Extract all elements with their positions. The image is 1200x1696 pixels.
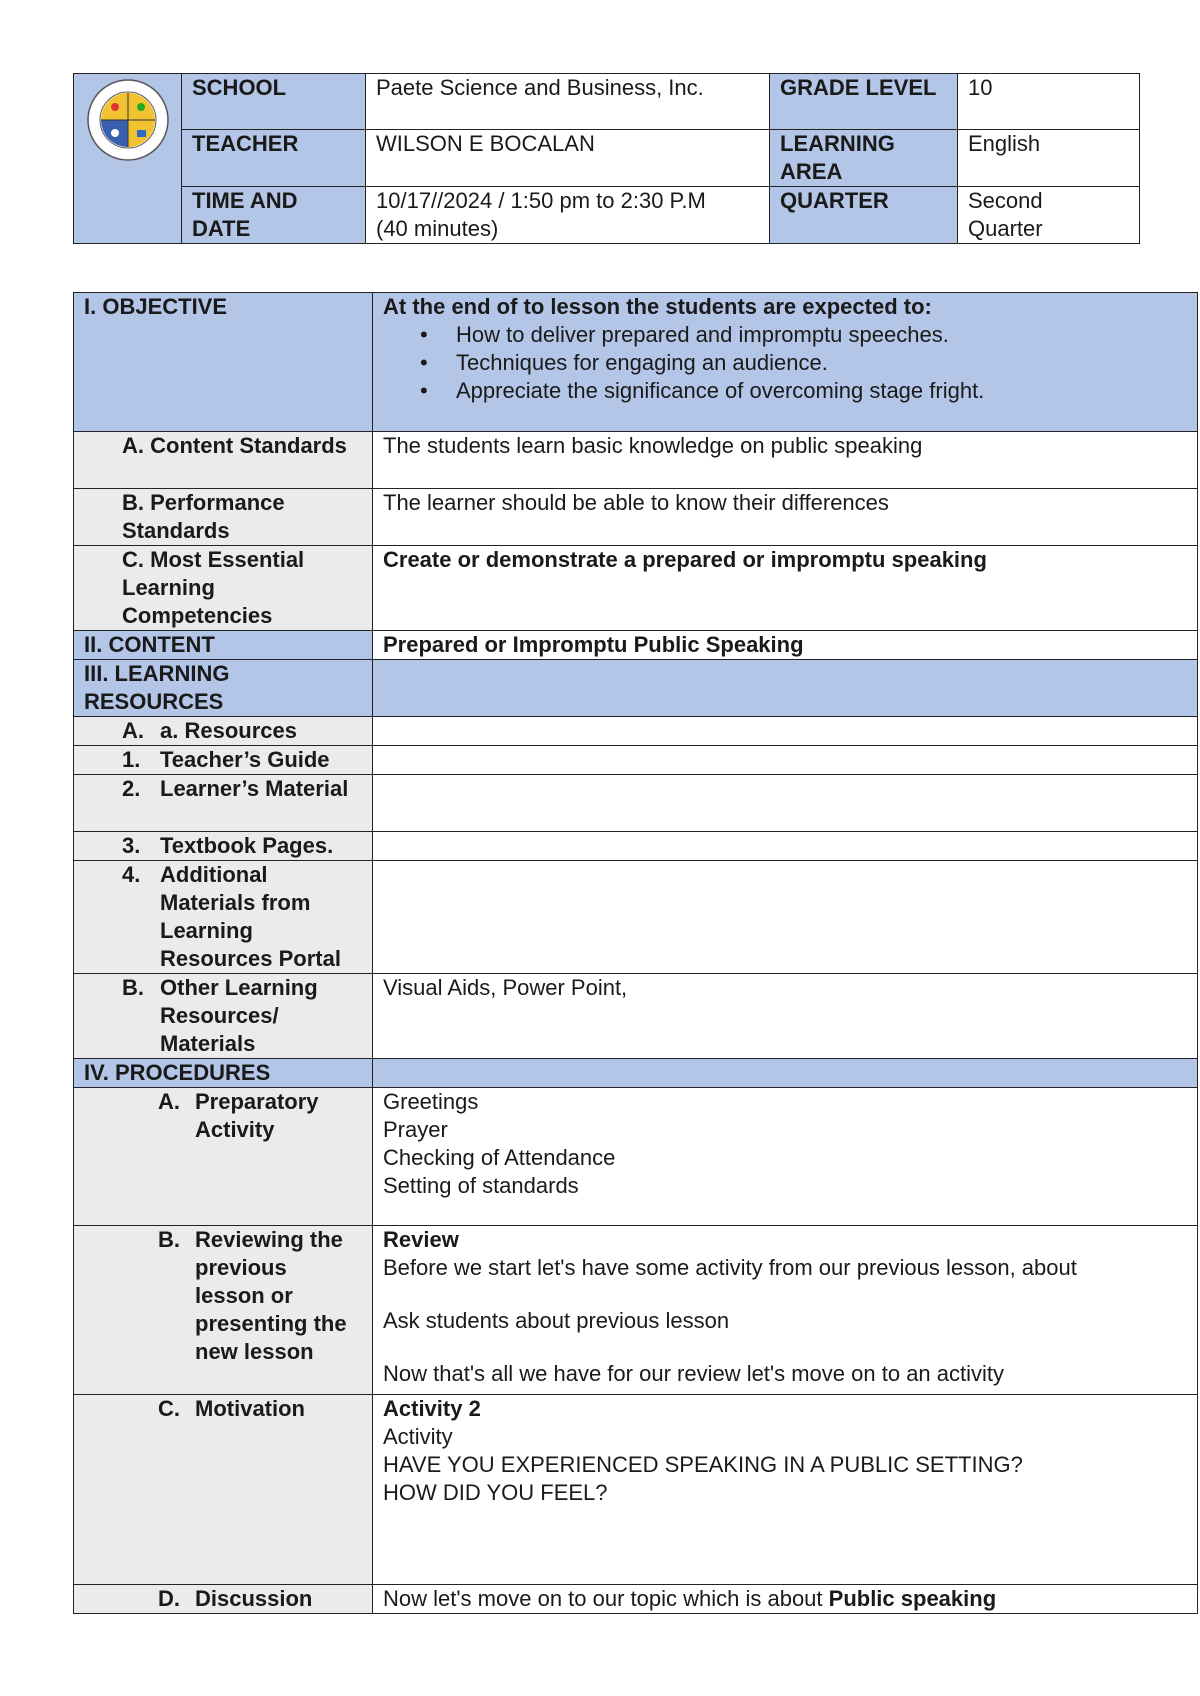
teachers-guide-label <box>74 746 373 775</box>
content-standards-text: Content Standards <box>150 433 347 458</box>
school-label: SCHOOL <box>182 74 366 130</box>
performance-standards-key: B. <box>122 490 144 515</box>
school-value: Paete Science and Business, Inc. <box>366 74 770 130</box>
competencies-key: C. <box>122 547 144 572</box>
time-date-line-2: (40 minutes) <box>376 216 499 241</box>
objective-content <box>373 293 1198 432</box>
content-standards-key: A. <box>122 433 144 458</box>
preparatory-activity-label <box>74 1088 373 1226</box>
learning-resources-value <box>373 660 1198 717</box>
motivation-value <box>373 1395 1198 1585</box>
textbook-pages-text: Textbook Pages. <box>160 833 334 858</box>
preparatory-activity-text: Preparatory Activity <box>195 1089 319 1142</box>
additional-materials-label <box>74 861 373 974</box>
other-resources-key: B. <box>122 975 144 1000</box>
review-title: Review <box>383 1227 459 1252</box>
preparatory-line: Checking of Attendance <box>383 1145 616 1170</box>
review-line-1: Before we start let's have some activity from our previous lesson, about <box>383 1255 1077 1280</box>
lesson-plan-table <box>73 292 1198 1614</box>
header-info-table <box>73 73 1140 244</box>
resources-a-label <box>74 717 373 746</box>
discussion-intro: Now let's move on to our topic which is about <box>383 1586 829 1611</box>
objective-label: I. OBJECTIVE <box>74 293 373 432</box>
motivation-line-3: HOW DID YOU FEEL? <box>383 1480 608 1505</box>
preparatory-line: Greetings <box>383 1089 479 1114</box>
textbook-pages-key: 3. <box>122 833 141 858</box>
additional-materials-value <box>373 861 1198 974</box>
resources-a-value <box>373 717 1198 746</box>
review-key: B. <box>158 1227 180 1252</box>
procedures-label: IV. PROCEDURES <box>74 1059 373 1088</box>
textbook-pages-value <box>373 832 1198 861</box>
other-resources-text: Other Learning Resources/ Materials <box>160 975 318 1056</box>
other-resources-label <box>74 974 373 1059</box>
objective-item: • Appreciate the significance of overcoming stage fright. <box>456 377 1187 405</box>
review-text: Reviewing the previous lesson or presenting the new lesson <box>195 1227 347 1364</box>
other-resources-value: Visual Aids, Power Point, <box>373 974 1198 1059</box>
motivation-title: Activity 2 <box>383 1396 481 1421</box>
discussion-topic: Public speaking <box>828 1586 997 1611</box>
procedures-value <box>373 1059 1198 1088</box>
learners-material-key: 2. <box>122 776 141 801</box>
textbook-pages-label <box>74 832 373 861</box>
discussion-label <box>74 1585 373 1614</box>
competencies-label <box>74 546 373 631</box>
learners-material-value <box>373 775 1198 832</box>
teacher-label: TEACHER <box>182 130 366 187</box>
preparatory-activity-value <box>373 1088 1198 1226</box>
grade-level-value: 10 <box>958 74 1140 130</box>
teachers-guide-text: Teacher’s Guide <box>160 747 330 772</box>
quarter-value <box>958 187 1140 244</box>
objective-item: • Techniques for engaging an audience. <box>456 349 1187 377</box>
discussion-text: Discussion <box>195 1586 313 1611</box>
quarter-line-1: Second <box>968 188 1043 213</box>
motivation-line-1: Activity <box>383 1424 453 1449</box>
school-seal-logo <box>86 78 170 162</box>
motivation-line-2: HAVE YOU EXPERIENCED SPEAKING IN A PUBLIC SETTING? <box>383 1452 1023 1477</box>
content-standards-value: The students learn basic knowledge on public speaking <box>373 432 1198 489</box>
competencies-text: Most Essential Learning Competencies <box>122 547 305 628</box>
quarter-line-2: Quarter <box>968 216 1043 241</box>
preparatory-activity-key: A. <box>158 1089 180 1114</box>
motivation-label <box>74 1395 373 1585</box>
discussion-key: D. <box>158 1586 180 1611</box>
logo-cell <box>74 74 182 244</box>
learning-resources-label: III. LEARNING RESOURCES <box>74 660 373 717</box>
additional-materials-key: 4. <box>122 862 141 887</box>
grade-level-label: GRADE LEVEL <box>770 74 958 130</box>
objective-item: • How to deliver prepared and impromptu speeches. <box>456 321 1187 349</box>
learners-material-text: Learner’s Material <box>160 776 349 801</box>
review-line-2: Ask students about previous lesson <box>383 1308 730 1333</box>
motivation-text: Motivation <box>195 1396 305 1421</box>
performance-standards-value: The learner should be able to know their differences <box>373 489 1198 546</box>
quarter-label: QUARTER <box>770 187 958 244</box>
preparatory-line: Setting of standards <box>383 1173 579 1198</box>
teachers-guide-key: 1. <box>122 747 141 772</box>
additional-materials-text: Additional Materials from Learning Resources Portal <box>160 862 341 971</box>
time-date-label: TIME AND DATE <box>182 187 366 244</box>
objective-list <box>383 321 1187 405</box>
content-value: Prepared or Impromptu Public Speaking <box>373 631 1198 660</box>
time-date-line-1: 10/17//2024 / 1:50 pm to 2:30 P.M <box>376 188 706 213</box>
performance-standards-text: Performance Standards <box>122 490 285 543</box>
review-value <box>373 1226 1198 1395</box>
content-standards-label <box>74 432 373 489</box>
review-label <box>74 1226 373 1395</box>
resources-a-key: A. <box>122 718 144 743</box>
preparatory-line: Prayer <box>383 1117 448 1142</box>
learners-material-label <box>74 775 373 832</box>
objective-intro: At the end of to lesson the students are expected to: <box>383 294 932 319</box>
teachers-guide-value <box>373 746 1198 775</box>
time-date-value <box>366 187 770 244</box>
discussion-value <box>373 1585 1198 1614</box>
review-line-3: Now that's all we have for our review let's move on to an activity <box>383 1361 1005 1386</box>
teacher-value: WILSON E BOCALAN <box>366 130 770 187</box>
content-label: II. CONTENT <box>74 631 373 660</box>
resources-a-text: a. Resources <box>160 718 297 743</box>
learning-area-value: English <box>958 130 1140 187</box>
performance-standards-label <box>74 489 373 546</box>
motivation-key: C. <box>158 1396 180 1421</box>
learning-area-label: LEARNING AREA <box>770 130 958 187</box>
competencies-value: Create or demonstrate a prepared or impromptu speaking <box>373 546 1198 631</box>
